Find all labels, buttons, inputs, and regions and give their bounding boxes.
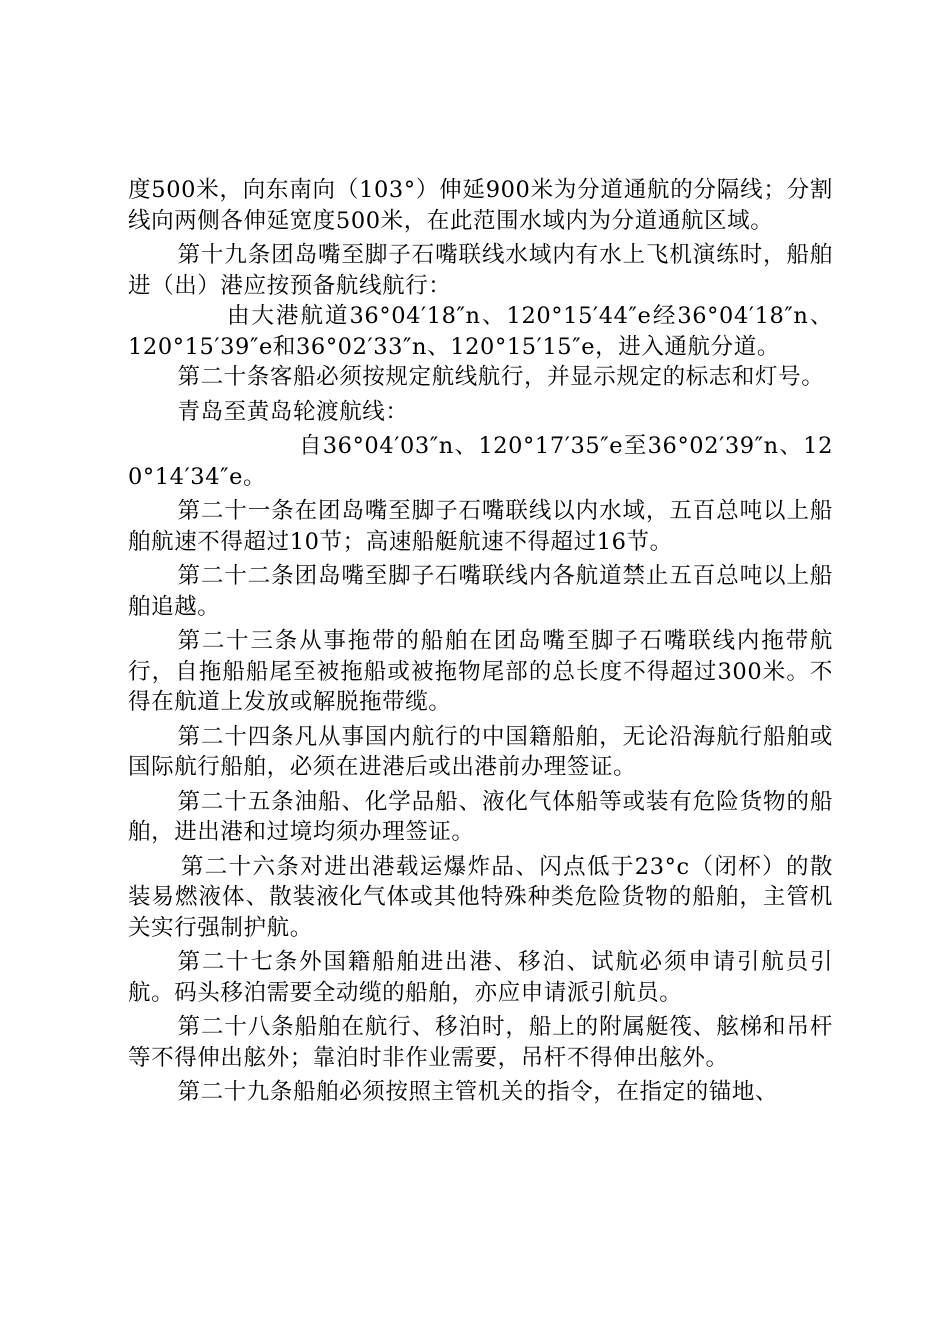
paragraph-article-27: 第二十七条外国籍船舶进出港、移泊、试航必须申请引航员引航。码头移泊需要全动缆的船舶，亦应申请派引航员。 (128, 949, 833, 1006)
paragraph-article-22: 第二十二条团岛嘴至脚子石嘴联线内各航道禁止五百总吨以上船舶追越。 (128, 563, 833, 620)
paragraph-ferry-coordinates: 自36°04′03″n、120°17′35″e至36°02′39″n、120°14′34″e。 (128, 433, 833, 490)
paragraph-article-25: 第二十五条油船、化学品船、液化气体船等或装有危险货物的船舶，进出港和过境均须办理签证。 (128, 788, 833, 845)
paragraph-article-23: 第二十三条从事拖带的船舶在团岛嘴至脚子石嘴联线内拖带航行，自拖船船尾至被拖船或被拖物尾部的总长度不得超过300米。不得在航道上发放或解脱拖带缆。 (128, 628, 833, 715)
document-body (128, 175, 833, 1108)
paragraph-article-26: 第二十六条对进出港载运爆炸品、闪点低于23°c（闭杯）的散装易燃液体、散装液化气体或其他特殊种类危险货物的船舶，主管机关实行强制护航。 (128, 853, 833, 941)
paragraph-ferry-route-title: 青岛至黄岛轮渡航线： (177, 398, 409, 425)
paragraph-article-21: 第二十一条在团岛嘴至脚子石嘴联线以内水域，五百总吨以上船舶航速不得超过10节；高速船艇航速不得超过16节。 (128, 498, 833, 555)
paragraph-article-28: 第二十八条船舶在航行、移泊时，船上的附属艇筏、舷梯和吊杆等不得伸出舷外；靠泊时非作业需要，吊杆不得伸出舷外。 (128, 1014, 833, 1071)
paragraph-article-24: 第二十四条凡从事国内航行的中国籍船舶，无论沿海航行船舶或国际航行船舶，必须在进港后或出港前办理签证。 (128, 723, 833, 780)
paragraph-article-20: 第二十条客船必须按规定航线航行，并显示规定的标志和灯号。 (177, 364, 825, 390)
paragraph-route-coordinates: 由大港航道36°04′18″n、120°15′44″e经36°04′18″n、120°15′39″e和36°02′33″n、120°15′15″e，进入通航分道。 (128, 303, 833, 360)
paragraph-article-19: 第十九条团岛嘴至脚子石嘴联线水域内有水上飞机演练时，船舶进（出）港应按预备航线航行： (128, 242, 833, 299)
paragraph-article-29: 第二十九条船舶必须按照主管机关的指令，在指定的锚地、 (177, 1079, 779, 1105)
paragraph-continuation: 度500米，向东南向（103°）伸延900米为分道通航的分隔线；分割线向两侧各伸延宽度500米，在此范围水域内为分道通航区域。 (128, 177, 833, 234)
